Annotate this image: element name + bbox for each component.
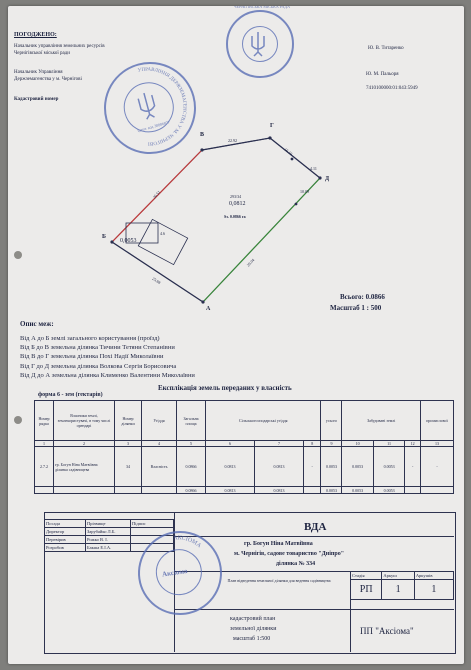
sum-value: 0.0053 [321,487,342,494]
stamp-center-text: Аксіома [161,566,188,579]
stage-header: Стадія [351,572,382,580]
staff-name: Рожко В. І. [86,536,131,544]
boundary-line: Від А до Б землі загального користування (проїзд) [20,335,160,342]
sum-value: 0.0053 [373,487,404,494]
head2-title: Начальник Управління [14,70,63,75]
header-cell: Власники землі, землекористувачі, в тому числі орендарі [54,401,115,441]
owner-note: ділянка садівництва [55,466,90,472]
area-label: Sз. 0.0866 га [224,214,246,219]
plan-title-line2: земельної ділянки [230,626,277,632]
svg-text:АКСІОМА [173,532,204,553]
column-number: 1 [35,441,54,447]
point-label-b: Б [102,234,106,240]
plot-number: ділянка № 334 [276,561,316,567]
row-plot: 34 [115,447,142,487]
sum-value: 0.0813 [254,487,303,494]
area-total: 0,0812 [229,201,246,207]
staff-role: Розробив [45,544,86,552]
sheet-header: Аркуш [382,572,414,580]
point-label-g: Г [270,123,274,129]
column-number: 10 [342,441,373,447]
column-number: 9 [321,441,342,447]
row-value: 0.0813 [206,447,255,487]
row-owner [54,447,115,487]
stage-table [350,571,454,600]
form-label: форма 6 - зем (гектарів) [38,392,103,398]
area-code: 293/34 [230,194,242,199]
length-dc: 10.09 [300,189,309,194]
header-cell: Номер ділянки [115,401,142,441]
column-number: 11 [373,441,404,447]
head2-org: Держземагенства у м. Чернігові [14,77,82,82]
stage-value: РП [351,580,382,600]
cadastral-label: Кадастровий номер [14,97,59,102]
column-number: 13 [421,441,454,447]
inner-area: 0,0053 [120,238,137,244]
row-value: - [421,447,454,487]
table-row [35,447,454,487]
trident-emblem-icon [226,10,290,74]
row-total: 0.0866 [177,447,206,487]
length-inner: 4.6 [160,231,165,236]
header-cell: Забудовані землі [342,401,421,441]
plan-title-scale: масштаб 1:500 [233,636,271,642]
explication-table [34,400,454,494]
column-number: 3 [115,441,142,447]
header-cell: Сільськогосподарські угіддя [206,401,321,441]
row-use: Власність [142,447,177,487]
approval-heading: ПОГОДЖЕНО: [14,32,57,38]
header-cell: Номер рядка [35,401,54,441]
length-gd2: 4.11 [310,166,317,171]
name-header: Прізвище [86,520,131,528]
length-da: 29.04 [245,257,256,268]
length-bv: 26.51 [151,189,162,200]
stamp-ring-text: АКСІОМА [172,535,202,550]
row-value: - [405,447,421,487]
column-number: 8 [303,441,321,447]
stamp-ring-text: УПРАВЛІННЯ ДЕРЖЗЕМАГЕНСТВА У М. ЧЕРНІГОВІ [137,67,187,146]
stamp-code: Ідент. код 38886877 [136,119,171,133]
boundary-line: Від Г до Д земельна ділянка Волкова Сергія Борисовича [20,362,177,370]
plan-title-line1: кадастровий план [230,616,276,622]
sheets-header: Аркушів [414,572,453,580]
length-ab: 25.88 [151,275,162,286]
sheet-value: 1 [382,580,414,600]
row-value: 0.0053 [321,447,342,487]
city-council-stamp [226,6,294,78]
head1-org: Чернігівської міської ради [14,51,70,56]
head1-name: Ю. В. Титаренко [368,46,404,51]
position-header: Посада [45,520,86,528]
boundaries-list [20,334,195,380]
head2-name: Ю. М. Пальоря [366,72,399,77]
plan-scale: Масштаб 1 : 500 [330,304,382,312]
company-stamp [133,526,228,621]
point-label-v: В [200,132,205,138]
header-cell: Загальна площа [177,401,206,441]
company-name: ПП "Аксіома" [360,626,414,636]
owner-name: гр. Богун Ніна Матвіївна [244,541,313,547]
document-description: План відведення земельної ділянки для ведення садівництва [227,578,331,583]
point-label-d: Д [325,176,330,182]
column-number: 7 [254,441,303,447]
column-number: 12 [405,441,421,447]
header-cell: промислової [421,401,454,441]
explication-title: Експлікація земель переданих у власність [158,384,292,392]
point-label-a: А [206,306,211,312]
staff-name: Зарубайко Л.Б. [86,528,131,536]
row-value: 0.0813 [254,447,303,487]
sum-value: 0.0813 [206,487,255,494]
boundary-line: Від В до Г земельна ділянка Похі Надії Миколаївни [20,353,164,361]
row-value: - [303,447,321,487]
header-cell: Угіддя [142,401,177,441]
vda-label: ВДА [304,521,327,533]
cadastral-number: 7410100000:01:043:5949 [366,86,418,91]
boundary-line: Від Б до В земельна ділянка Тичини Тетяни Степанівни [20,344,175,352]
row-line: 2.7.2 [35,447,54,487]
sum-row [35,487,454,494]
staff-role: Перевірив [45,536,86,544]
owner-address: м. Чернігів, садове товариство "Дніпро" [234,551,345,557]
column-number: 4 [142,441,177,447]
staff-role: Директор [45,528,86,536]
boundary-line: Від Д до А земельна ділянка Клименко Валентини Миколаївни [20,371,195,379]
stamp-ring-text: ЧЕРНІГІВСЬКА МІСЬКА РАДА [234,6,290,9]
column-number: 5 [177,441,206,447]
column-number: 2 [54,441,115,447]
head1-title: Начальник управління земельних ресурсів [14,44,105,49]
sum-total: 0.0866 [177,487,206,494]
sign-header: Підпис [131,520,174,528]
staff-name: Бакша Е.І.А. [86,544,131,552]
row-value: 0.0053 [373,447,404,487]
column-number: 6 [206,441,255,447]
owner-text: гр. Богун Ніна Матвіївна [55,461,98,467]
document-sheet [8,6,464,664]
total-area: Всього: 0.0866 [340,293,385,301]
punch-hole [14,416,22,424]
row-value: 0.0053 [342,447,373,487]
boundaries-title: Опис меж: [20,320,54,328]
header-cell: усього [321,401,342,441]
length-vg: 22.92 [228,138,237,143]
sheets-value: 1 [414,580,453,600]
length-gd1: 16.10 [283,146,294,157]
sum-value: 0.0053 [342,487,373,494]
